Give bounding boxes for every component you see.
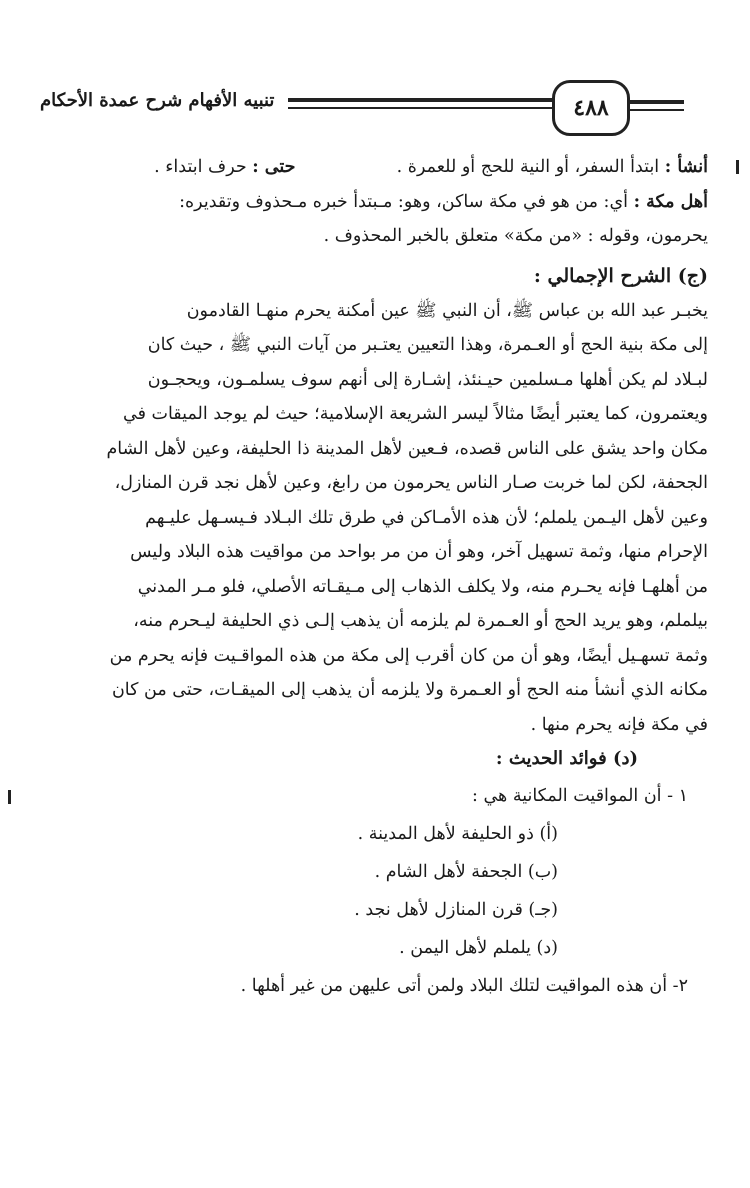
list-item: (ب) الجحفة لأهل الشام . [374, 861, 558, 882]
paragraph-line: الجحفة، لكن لما خربت صـار الناس يحرمون من رابغ، وعين لأهل نجد قرن المنازل، [114, 473, 708, 493]
list-item: (د) يلملم لأهل اليمن . [399, 937, 558, 958]
definition-term: أنشأ : [664, 157, 708, 177]
paragraph-line: يخبـر عبد الله بن عباس ﷺ، أن النبي ﷺ عين أمكنة يحرم منهـا القادمون [186, 300, 708, 321]
benefit-point: ٢- أن هذه المواقيت لتلك البلاد ولمن أتى عليهن من غير أهلها . [240, 975, 688, 996]
list-item: (أ) ذو الحليفة لأهل المدينة . [357, 823, 558, 844]
page-number: ٤٨٨ [573, 95, 609, 121]
paragraph-line: في مكة فإنه يحرم منها . [530, 714, 708, 735]
definition-term: أهل مكة : [633, 191, 708, 212]
definition-line [43, 185, 708, 220]
header-rule [628, 109, 684, 111]
paragraph-line: الإحرام منها، وثمة تسهيل آخر، وهو أن من مر بواحد من مواقيت هذه البلاد وليس [130, 542, 708, 562]
definition-line [43, 150, 708, 185]
definition-text: حرف ابتداء . [154, 157, 247, 177]
paragraph-line: مكانه الذي أنشأ منه الحج أو العـمرة ولا يلزمه أن يذهب إلى الميقـات، حتى من كان [111, 680, 708, 700]
definition-term: حتى : [252, 157, 296, 177]
paragraph-line: وعين لأهل اليـمن يلملم؛ لأن هذه الأمـاكن في طرق تلك البـلاد فـيسـهل عليـهم [145, 507, 708, 528]
paragraph-line: من أهلهـا فإنه يحـرم منه، ولا يكلف الذهاب إلى مـيقـاته الأصلي، فلو مـر المدني [137, 576, 708, 597]
scan-mark [736, 160, 739, 174]
paragraph-line: ويعتمرون، كما يعتبر أيضًا مثالاً ليسر الشريعة الإسلامية؛ حيث لم يوجد الميقات في [122, 404, 708, 424]
list-item: (جـ) قرن المنازل لأهل نجد . [354, 899, 558, 920]
definition-text: ابتدأ السفر، أو النية للحج أو للعمرة . [396, 157, 660, 177]
header-rule [628, 100, 684, 104]
header-rule [288, 98, 578, 102]
section-heading: (ج) الشرح الإجمالي : [533, 264, 708, 287]
paragraph-line: وثمة تسهـيل أيضًا، وهو أن من كان أقرب إلى مكة من هذه المواقـيت فإنه يحرم من [109, 645, 708, 666]
paragraph-line: لبـلاد لم يكن أهلها مـسلمين حيـنئذ، إشـارة إلى أنهم سوف يسلمـون، ويحجـون [147, 369, 708, 390]
page-header [30, 80, 720, 132]
paragraph-line: إلى مكة بنية الحج أو العـمرة، وهذا التعيين يعتـبر من آيات النبي ﷺ ، حيث كان [147, 335, 708, 355]
definition-text: أي: من هو في مكة ساكن، وهو: مـبتدأ خبره مـحذوف وتقديره: [179, 191, 628, 212]
definition-line: يحرمون، وقوله : «من مكة» متعلق بالخبر المحذوف . [323, 226, 708, 246]
paragraph-line: مكان واحد يشق على الناس قصده، فـعين لأهل المدينة ذا الحليفة، وعين لأهل الشام [106, 438, 708, 459]
header-rule [288, 107, 578, 109]
book-title: تنبيه الأفهام شرح عمدة الأحكام [40, 90, 275, 111]
paragraph-line: بيلملم، وهو يريد الحج أو العـمرة لم يلزمه أن يذهب إلـى ذي الحليفة ليـحرم منه، [133, 611, 708, 631]
section-heading: (د) فوائد الحديث : [495, 748, 638, 769]
page-body [43, 150, 708, 1005]
summary-paragraph [43, 294, 708, 743]
benefit-point: ١ - أن المواقيت المكانية هي : [471, 785, 688, 806]
scan-mark [8, 790, 11, 804]
page-number-badge [552, 80, 630, 136]
